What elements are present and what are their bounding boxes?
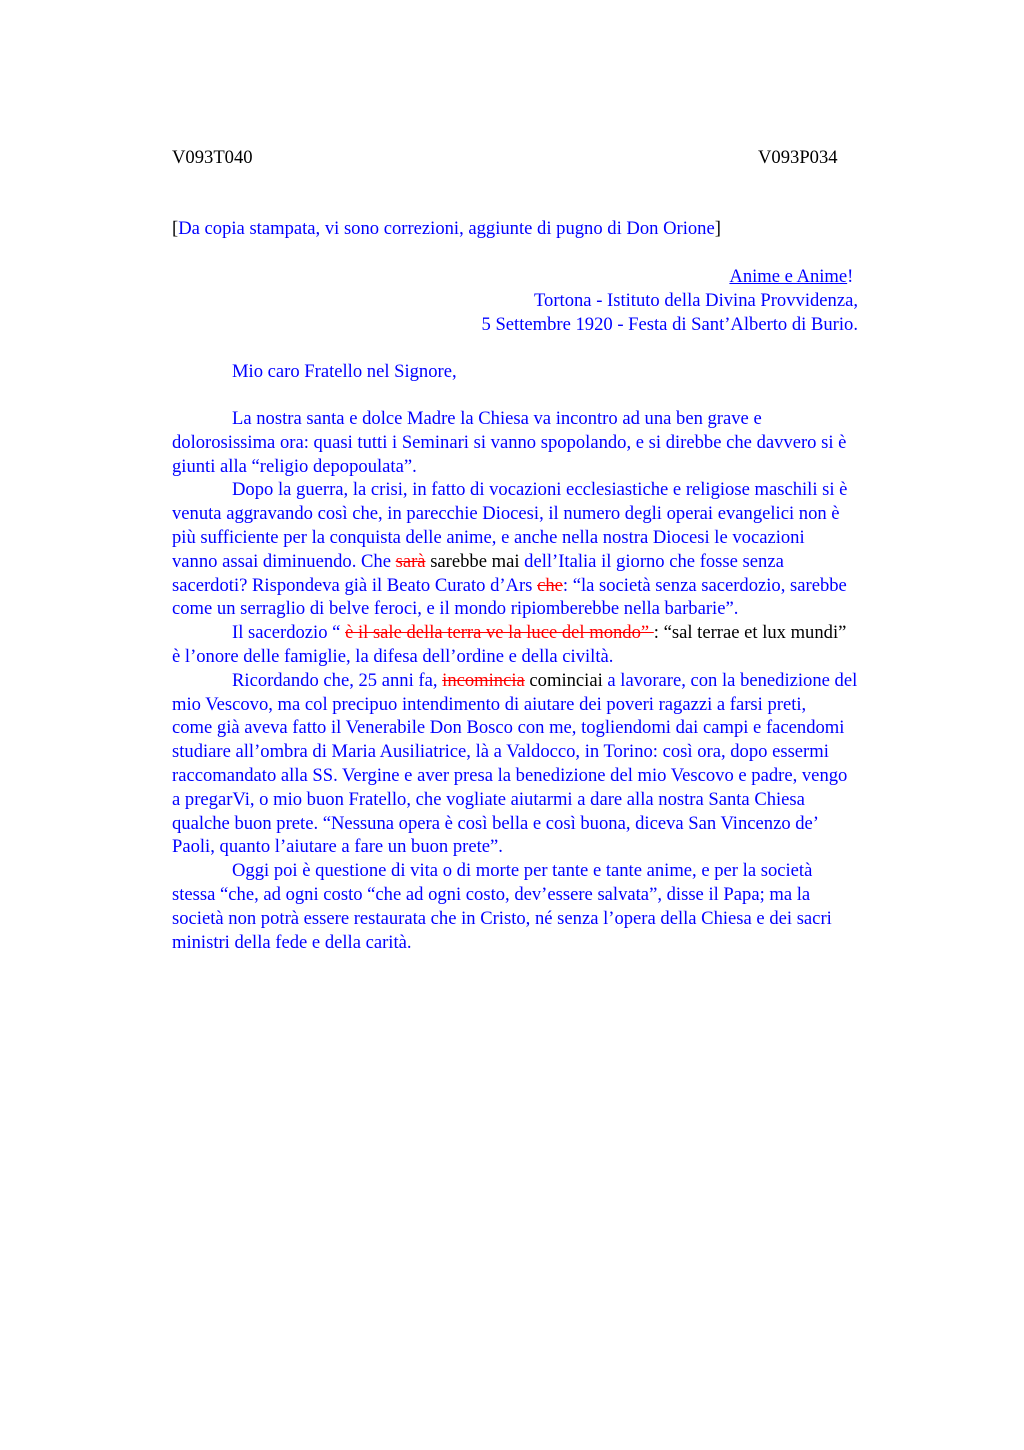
text-line: giunti alla “religio depopoulata”. [172, 455, 417, 477]
text-line: società non potrà essere restaurata che in Cristo, né senza l’opera della Chiesa e dei sacri [172, 907, 832, 929]
text-segment: a lavorare, con la benedizione del [607, 669, 858, 691]
text-line: qualche buon prete. “Nessuna opera è così bella e così buona, diceva San Vincenzo de’ [172, 812, 820, 834]
text-line: Paoli, quanto l’aiutare a fare un buon prete”. [172, 836, 503, 858]
text-segment: : “la società senza sacerdozio, sarebbe [562, 574, 847, 596]
letter-body [172, 407, 932, 954]
text-line: stessa “che, ad ogni costo “che ad ogni costo, dev’essere salvata”, disse il Papa; ma la [172, 883, 811, 905]
text-segment: Ricordando che, 25 anni fa, [232, 669, 443, 691]
text-line: La nostra santa e dolce Madre la Chiesa va incontro ad una ben grave e [232, 408, 762, 429]
text-segment: dell’Italia il giorno che fosse senza [524, 550, 784, 572]
deleted-word: sarà [395, 550, 426, 572]
paragraph-2 [172, 478, 932, 621]
inserted-text: sarebbe mai [425, 550, 525, 572]
text-line: a pregarVi, o mio buon Fratello, che vogliate aiutarmi a dare alla nostra Santa Chiesa [172, 788, 805, 810]
paragraph-3 [172, 621, 932, 669]
document-code-right: V093P034 [758, 147, 838, 168]
note-open-bracket: [ [172, 218, 179, 239]
dateline [172, 265, 858, 337]
paragraph-1 [172, 407, 932, 478]
editorial-note [172, 217, 721, 241]
text-segment: Il sacerdozio “ [232, 622, 346, 644]
deleted-word: incomincia [442, 669, 525, 691]
salutation: Mio caro Fratello nel Signore, [232, 361, 457, 382]
text-line: ministri della fede e della carità. [172, 931, 412, 953]
text-line: raccomandato alla SS. Vergine e aver presa la benedizione del mio Vescovo e padre, vengo [172, 764, 848, 786]
text-line: Dopo la guerra, la crisi, in fatto di vocazioni ecclesiastiche e religiose maschili si è [232, 479, 848, 501]
deleted-phrase: è il sale della terra ve la luce del mondo” [345, 622, 654, 644]
text-line: venuta aggravando così che, in parecchie Diocesi, il numero degli operai evangelici non è [172, 503, 840, 525]
paragraph-4 [172, 669, 932, 859]
text-segment: sacerdoti? Rispondeva già il Beato Curato d’Ars [172, 574, 538, 596]
text-segment: vanno assai diminuendo. Che [172, 550, 396, 572]
dateline-date: 5 Settembre 1920 - Festa di Sant’Alberto di Burio. [481, 314, 858, 335]
note-close-bracket: ] [714, 218, 721, 239]
text-line: mio Vescovo, ma col precipuo intendimento di aiutare dei poveri ragazzi a farsi preti, [172, 693, 807, 715]
text-line [112, 550, 932, 574]
text-line [112, 574, 932, 598]
note-text: Da copia stampata, vi sono correzioni, aggiunte di pugno di Don Orione [178, 218, 715, 239]
text-line: è l’onore delle famiglie, la difesa dell’ordine e della civiltà. [172, 645, 614, 667]
letter-title-punct: ! [847, 266, 854, 287]
dateline-place: Tortona - Istituto della Divina Provvidenza, [533, 290, 858, 311]
text-line: studiare all’ombra di Maria Ausiliatrice, là a Valdocco, in Torino: così ora, dopo essermi [172, 741, 829, 763]
text-line [172, 621, 932, 645]
letter-title-line [172, 265, 858, 289]
letter-title: Anime e Anime [729, 266, 848, 287]
document-code-left: V093T040 [172, 147, 253, 168]
inserted-text: cominciai [524, 669, 608, 691]
text-line [172, 669, 932, 693]
paragraph-5 [172, 859, 932, 954]
inserted-text: : “sal terrae et lux mundi” [653, 622, 847, 644]
text-line: dolorosissima ora: quasi tutti i Seminari si vanno spopolando, e si direbbe che davvero si è [172, 431, 847, 453]
text-line: più sufficiente per la conquista delle anime, e anche nella nostra Diocesi le vocazioni [172, 526, 805, 548]
text-line: Oggi poi è questione di vita o di morte per tante e tante anime, e per la società [232, 860, 813, 882]
deleted-word: che [537, 574, 563, 596]
text-line: come già aveva fatto il Venerabile Don Bosco con me, togliendomi dai campi e facendomi [172, 717, 845, 739]
text-line: come un serraglio di belve feroci, e il mondo ripiomberebbe nella barbarie”. [172, 598, 739, 620]
